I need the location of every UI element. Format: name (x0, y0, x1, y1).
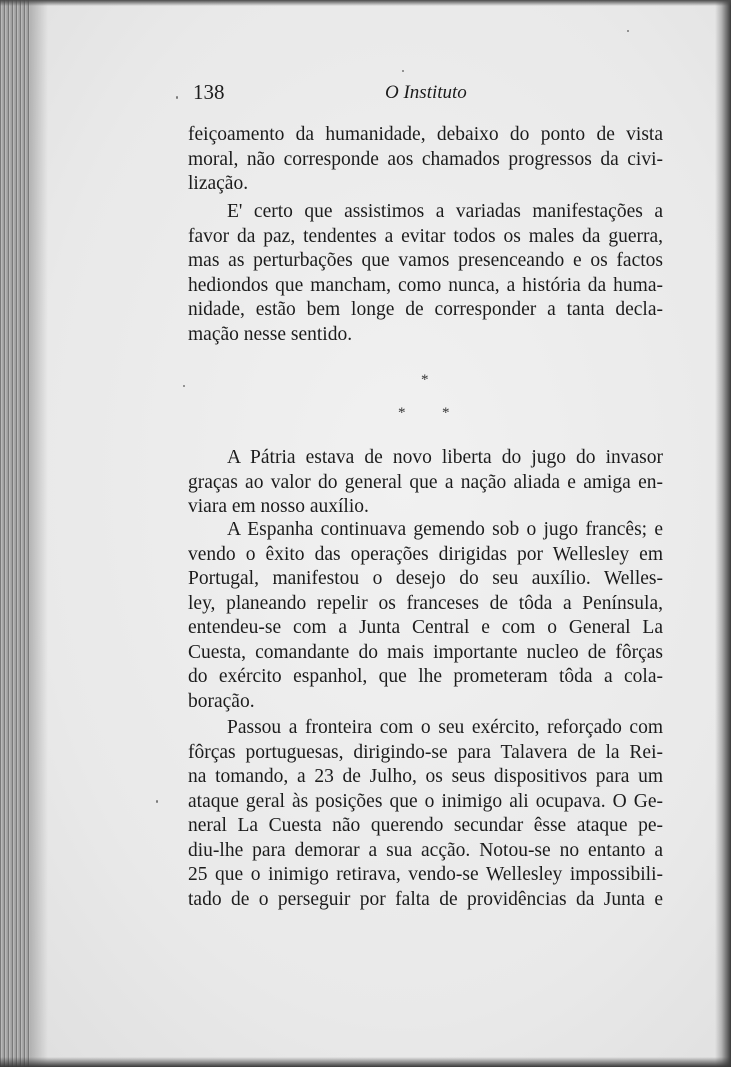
text-line: A Pátria estava de novo liberta do jugo do invasor (227, 447, 663, 468)
text-line: Portugal, manifestou o desejo do seu auxílio. Welles- (188, 568, 663, 589)
text-line: tado de o perseguir por falta de providências da Junta e (188, 888, 663, 910)
text-line: do exército espanhol, que lhe prometeram tôda a cola- (188, 666, 663, 687)
paper-speck (627, 30, 629, 32)
text-line: viara em nosso auxílio. (188, 496, 369, 517)
paper-speck (156, 800, 158, 803)
page-number: 138 (193, 80, 225, 104)
paragraph-4 (188, 518, 663, 714)
text-line: 25 que o inimigo retirava, vendo-se Wellesley impossibili- (188, 864, 663, 885)
paragraph-1 (188, 123, 663, 197)
book-page-stack-left (0, 0, 30, 1067)
section-break-star-right: * (442, 405, 450, 421)
scan-bottom-edge (0, 1057, 731, 1067)
text-line: graças ao valor do general que a nação aliada e amiga en- (188, 471, 663, 493)
paragraph-5 (188, 716, 663, 912)
text-line: feiçoamento da humanidade, debaixo do ponto de vista (188, 124, 663, 145)
paper-speck (176, 96, 178, 99)
text-line: fôrças portuguesas, dirigindo-se para Talavera de la Rei- (188, 741, 663, 763)
text-line: neral La Cuesta não querendo secundar êsse ataque pe- (188, 815, 663, 836)
text-line: diu-lhe para demorar a sua acção. Notou-se no entanto a (188, 839, 663, 861)
text-line: entendeu-se com a Junta Central e com o General La (188, 617, 663, 638)
text-line: favor da paz, tendentes a evitar todos os males da guerra, (188, 225, 663, 247)
text-line: ley, planeando repelir os franceses de tôda a Península, (188, 592, 663, 614)
book-page-edge-right (715, 0, 731, 1067)
paper-speck (402, 70, 404, 72)
text-line: hediondos que mancham, como nunca, a história da huma- (188, 274, 663, 296)
text-line: Passou a fronteira com o seu exército, reforçado com (227, 717, 663, 738)
text-line: E' certo que assistimos a variadas manifestações a (227, 201, 663, 222)
paragraph-3 (188, 446, 663, 520)
text-line: A Espanha continuava gemendo sob o jugo francês; e (227, 519, 663, 540)
section-break-star-left: * (398, 405, 406, 421)
text-line: mação nesse sentido. (188, 323, 353, 345)
text-line: Cuesta, comandante do mais importante nucleo de fôrças (188, 641, 663, 663)
text-line: moral, não corresponde aos chamados progressos da civi- (188, 148, 663, 170)
text-line: boração. (188, 690, 255, 712)
running-title: O Instituto (385, 82, 467, 103)
text-line: lização. (188, 173, 249, 194)
text-line: ataque geral às posições que o inimigo ali ocupava. O Ge- (188, 790, 663, 812)
text-line: nidade, estão bem longe de corresponder a tanta decla- (188, 299, 663, 320)
gutter-shadow (30, 0, 48, 1067)
text-line: mas as perturbações que vamos presenceando e os factos (188, 250, 663, 271)
paragraph-2 (188, 200, 663, 347)
scan-top-edge (0, 0, 731, 6)
text-line: na tomando, a 23 de Julho, os seus dispositivos para um (188, 766, 663, 787)
text-line: vendo o êxito das operações dirigidas por Wellesley em (188, 543, 663, 565)
section-break-star-top: * (421, 372, 429, 388)
paper-speck (183, 385, 185, 387)
